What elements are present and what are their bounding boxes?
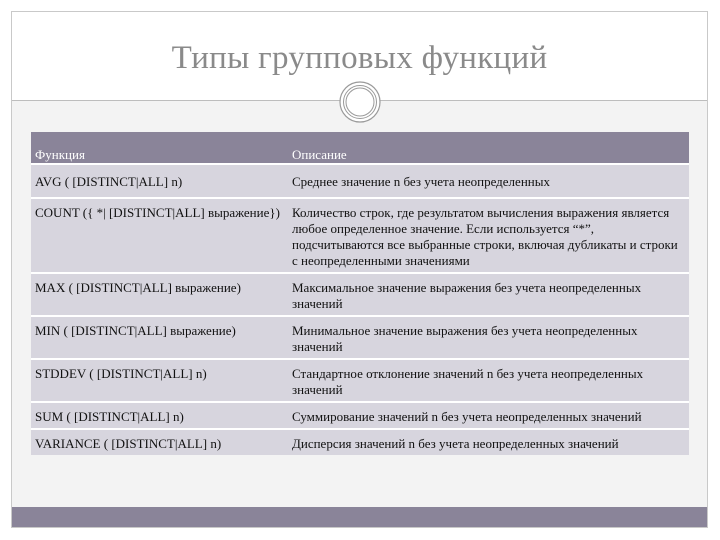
bottom-bar xyxy=(12,507,707,527)
ring-ornament-icon xyxy=(339,81,381,123)
slide-frame xyxy=(11,11,708,528)
table-header-row xyxy=(31,132,689,164)
table-row xyxy=(31,198,689,273)
slide-title: Типы групповых функций xyxy=(171,40,548,76)
table-row xyxy=(31,164,689,198)
function-cell: SUM ( [DISTINCT|ALL] n) xyxy=(35,409,184,424)
function-cell: VARIANCE ( [DISTINCT|ALL] n) xyxy=(35,436,222,451)
description-cell: Максимальное значение выражения без учета неопределенных значений xyxy=(292,280,642,311)
function-cell: AVG ( [DISTINCT|ALL] n) xyxy=(35,174,183,189)
table-row xyxy=(31,316,689,359)
table-row xyxy=(31,359,689,402)
function-cell: MAX ( [DISTINCT|ALL] выражение) xyxy=(35,280,241,295)
functions-table-wrap xyxy=(31,132,689,455)
header-function: Функция xyxy=(31,132,288,164)
description-cell: Стандартное отклонение значений n без учета неопределенных значений xyxy=(292,366,644,397)
description-cell: Количество строк, где результатом вычисления выражения является любое определенное значение. Если используется “*”, подсчитываются все выбранные строки, включая дубликаты и строки с неопределенными значениями xyxy=(292,205,678,268)
table-row xyxy=(31,429,689,455)
table-row xyxy=(31,402,689,429)
table-row xyxy=(31,273,689,316)
description-cell: Минимальное значение выражения без учета неопределенных значений xyxy=(292,323,638,354)
function-cell: STDDEV ( [DISTINCT|ALL] n) xyxy=(35,366,207,381)
description-cell: Дисперсия значений n без учета неопределенных значений xyxy=(292,436,619,451)
description-cell: Суммирование значений n без учета неопределенных значений xyxy=(292,409,642,424)
description-cell: Среднее значение n без учета неопределенных xyxy=(292,174,550,189)
functions-table xyxy=(31,132,689,455)
function-cell: COUNT ({ *| [DISTINCT|ALL] выражение}) xyxy=(35,205,280,220)
function-cell: MIN ( [DISTINCT|ALL] выражение) xyxy=(35,323,236,338)
header-description: Описание xyxy=(288,132,689,164)
